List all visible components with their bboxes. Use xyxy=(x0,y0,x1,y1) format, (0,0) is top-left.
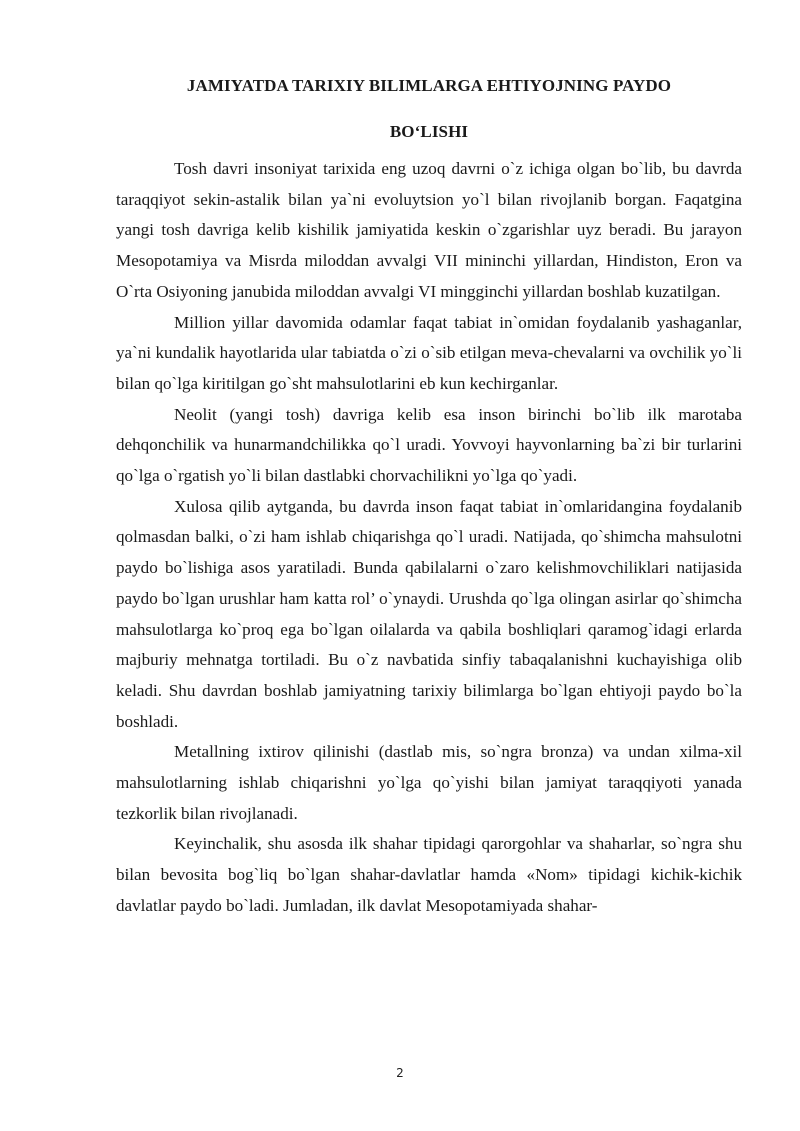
paragraph: Tosh davri insoniyat tarixida eng uzoq davrni o`z ichiga olgan bo`lib, bu davrda taraqqiyot sekin-astalik bilan ya`ni evoluytsion yo`l bilan rivojlanib borgan. Faqatgina yangi tosh davriga kelib kishilik jamiyatida keskin o`zgarishlar uyz beradi. Bu jarayon Mesopotamiya va Misrda miloddan avvalgi VII mininchi yillardan, Hindiston, Eron va O`rta Osiyoning janubida miloddan avvalgi VI mingginchi yillardan boshlab kuzatilgan. xyxy=(116,159,742,301)
paragraph: Xulosa qilib aytganda, bu davrda inson faqat tabiat in`omlaridangina foydalanib qolmasdan balki, o`zi ham ishlab chiqarishga qo`l uradi. Natijada, qo`shimcha mahsulotni paydo bo`lishiga asos yaratiladi. Bunda qabilalarni o`zaro kelishmovchiliklari natijasida paydo bo`lgan urushlar ham katta rol’ o`ynaydi. Urushda qo`lga olingan asirlar qo`shimcha mahsulotlarga ko`proq ega bo`lgan oilalarda va qabila boshliqlari qaramog`idagi erlarda majburiy mehnatga tortiladi. Bu o`z navbatida sinfiy tabaqalanishni kuchayishiga olib keladi. Shu davrdan boshlab jamiyatning tarixiy bilimlarga bo`lgan ehtiyoji paydo bo`la boshladi. xyxy=(116,496,742,731)
document-page xyxy=(116,72,742,922)
paragraph: Metallning ixtirov qilinishi (dastlab mis, so`ngra bronza) va undan xilma-xil mahsulotlarning ishlab chiqarishni yo`lga qo`yishi bilan jamiyat taraqqiyoti yanada tezkorlik bilan rivojlanadi. xyxy=(116,742,742,823)
title-line-1: JAMIYATDA TARIXIY BILIMLARGA EHTIYOJNING PAYDO xyxy=(186,76,672,95)
title-line-2: BO‘LISHI xyxy=(389,122,469,141)
paragraph: Million yillar davomida odamlar faqat tabiat in`omidan foydalanib yashaganlar, ya`ni kundalik hayotlarida ular tabiatda o`zi o`sib etilgan meva-chevalarni va ovchilik yo`li bilan qo`lga kiritilgan go`sht mahsulotlarini eb kun kechirganlar. xyxy=(116,312,742,393)
paragraph: Neolit (yangi tosh) davriga kelib esa inson birinchi bo`lib ilk marotaba dehqonchilik va hunarmandchilikka qo`l uradi. Yovvoyi hayvonlarning ba`zi bir turlarini qo`lga o`rgatish yo`li bilan dastlabki chorvachilikni yo`lga qo`yadi. xyxy=(116,404,742,486)
document-title xyxy=(116,72,742,146)
document-body xyxy=(116,154,742,922)
paragraph: Keyinchalik, shu asosda ilk shahar tipidagi qarorgohlar va shaharlar, so`ngra shu bilan bevosita bog`liq bo`lgan shahar-davlatlar hamda «Nom» tipidagi kichik-kichik davlatlar paydo bo`ladi. Jumladan, ilk davlat Mesopotamiyada shahar- xyxy=(116,834,742,915)
page-number: 2 xyxy=(396,1066,404,1080)
